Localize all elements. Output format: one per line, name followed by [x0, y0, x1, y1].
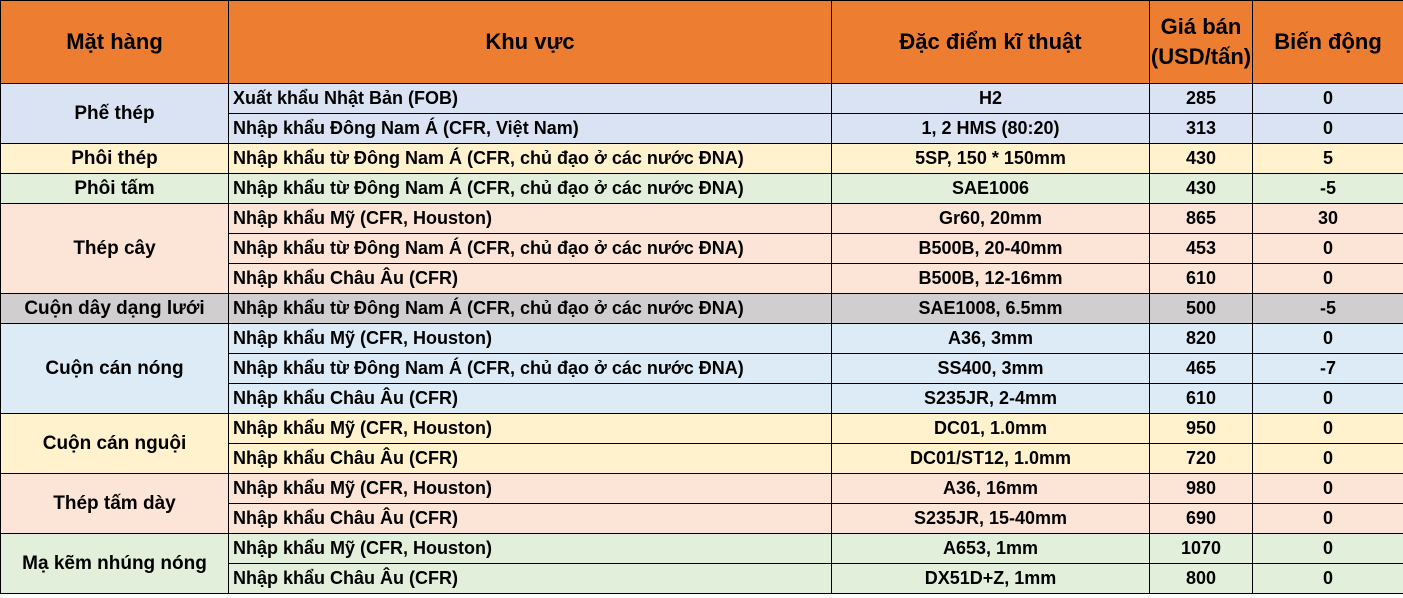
price-cell: 430 [1150, 144, 1253, 174]
spec-cell: A653, 1mm [832, 534, 1150, 564]
change-cell: 0 [1253, 564, 1403, 594]
price-cell: 500 [1150, 294, 1253, 324]
price-cell: 610 [1150, 264, 1253, 294]
table-row [1, 534, 1403, 564]
product-cell: Thép tấm dày [1, 474, 229, 534]
header-change: Biến động [1253, 1, 1403, 84]
spec-cell: DC01, 1.0mm [832, 414, 1150, 444]
header-row [1, 1, 1403, 84]
price-cell: 690 [1150, 504, 1253, 534]
spec-cell: S235JR, 15-40mm [832, 504, 1150, 534]
spec-cell: 5SP, 150 * 150mm [832, 144, 1150, 174]
price-cell: 800 [1150, 564, 1253, 594]
region-cell: Nhập khẩu Châu Âu (CFR) [229, 504, 832, 534]
table-row [1, 144, 1403, 174]
price-cell: 1070 [1150, 534, 1253, 564]
change-cell: -7 [1253, 354, 1403, 384]
price-cell: 720 [1150, 444, 1253, 474]
spec-cell: A36, 3mm [832, 324, 1150, 354]
spec-cell: B500B, 20-40mm [832, 234, 1150, 264]
change-cell: -5 [1253, 174, 1403, 204]
table-row [1, 414, 1403, 444]
change-cell: 30 [1253, 204, 1403, 234]
header-region: Khu vực [229, 1, 832, 84]
price-cell: 820 [1150, 324, 1253, 354]
price-cell: 980 [1150, 474, 1253, 504]
spec-cell: DC01/ST12, 1.0mm [832, 444, 1150, 474]
price-cell: 865 [1150, 204, 1253, 234]
change-cell: 0 [1253, 324, 1403, 354]
change-cell: 0 [1253, 84, 1403, 114]
price-cell: 610 [1150, 384, 1253, 414]
price-cell: 950 [1150, 414, 1253, 444]
header-price-line2: (USD/tấn) [1150, 44, 1252, 69]
price-cell: 465 [1150, 354, 1253, 384]
change-cell: 0 [1253, 444, 1403, 474]
region-cell: Nhập khẩu Châu Âu (CFR) [229, 564, 832, 594]
region-cell: Nhập khẩu Châu Âu (CFR) [229, 384, 832, 414]
price-cell: 430 [1150, 174, 1253, 204]
header-price-line1: Giá bán [1160, 14, 1242, 39]
spec-cell: S235JR, 2-4mm [832, 384, 1150, 414]
region-cell: Nhập khẩu Châu Âu (CFR) [229, 444, 832, 474]
table-row [1, 204, 1403, 234]
product-cell: Phôi thép [1, 144, 229, 174]
region-cell: Nhập khẩu Đông Nam Á (CFR, Việt Nam) [229, 114, 832, 144]
change-cell: 0 [1253, 264, 1403, 294]
price-cell: 285 [1150, 84, 1253, 114]
region-cell: Nhập khẩu Mỹ (CFR, Houston) [229, 414, 832, 444]
spec-cell: SS400, 3mm [832, 354, 1150, 384]
spec-cell: H2 [832, 84, 1150, 114]
region-cell: Nhập khẩu Mỹ (CFR, Houston) [229, 324, 832, 354]
price-cell: 453 [1150, 234, 1253, 264]
spec-cell: A36, 16mm [832, 474, 1150, 504]
spec-cell: Gr60, 20mm [832, 204, 1150, 234]
product-cell: Cuộn dây dạng lưới [1, 294, 229, 324]
table-row [1, 174, 1403, 204]
change-cell: -5 [1253, 294, 1403, 324]
product-cell: Thép cây [1, 204, 229, 294]
region-cell: Nhập khẩu từ Đông Nam Á (CFR, chủ đạo ở các nước ĐNA) [229, 234, 832, 264]
change-cell: 0 [1253, 504, 1403, 534]
spec-cell: SAE1008, 6.5mm [832, 294, 1150, 324]
change-cell: 0 [1253, 534, 1403, 564]
header-spec: Đặc điểm kĩ thuật [832, 1, 1150, 84]
table-row [1, 474, 1403, 504]
region-cell: Nhập khẩu từ Đông Nam Á (CFR, chủ đạo ở các nước ĐNA) [229, 354, 832, 384]
product-cell: Phôi tấm [1, 174, 229, 204]
change-cell: 0 [1253, 474, 1403, 504]
region-cell: Nhập khẩu Mỹ (CFR, Houston) [229, 204, 832, 234]
change-cell: 5 [1253, 144, 1403, 174]
region-cell: Nhập khẩu Châu Âu (CFR) [229, 264, 832, 294]
region-cell: Nhập khẩu Mỹ (CFR, Houston) [229, 534, 832, 564]
product-cell: Phế thép [1, 84, 229, 144]
header-price [1150, 1, 1253, 84]
spec-cell: SAE1006 [832, 174, 1150, 204]
region-cell: Nhập khẩu từ Đông Nam Á (CFR, chủ đạo ở các nước ĐNA) [229, 294, 832, 324]
table-row [1, 84, 1403, 114]
region-cell: Nhập khẩu từ Đông Nam Á (CFR, chủ đạo ở các nước ĐNA) [229, 144, 832, 174]
spec-cell: DX51D+Z, 1mm [832, 564, 1150, 594]
price-cell: 313 [1150, 114, 1253, 144]
product-cell: Cuộn cán nóng [1, 324, 229, 414]
change-cell: 0 [1253, 234, 1403, 264]
header-product: Mặt hàng [1, 1, 229, 84]
change-cell: 0 [1253, 384, 1403, 414]
region-cell: Xuất khẩu Nhật Bản (FOB) [229, 84, 832, 114]
table-body [1, 84, 1403, 594]
region-cell: Nhập khẩu từ Đông Nam Á (CFR, chủ đạo ở các nước ĐNA) [229, 174, 832, 204]
region-cell: Nhập khẩu Mỹ (CFR, Houston) [229, 474, 832, 504]
change-cell: 0 [1253, 414, 1403, 444]
spec-cell: 1, 2 HMS (80:20) [832, 114, 1150, 144]
table-row [1, 294, 1403, 324]
spec-cell: B500B, 12-16mm [832, 264, 1150, 294]
change-cell: 0 [1253, 114, 1403, 144]
product-cell: Cuộn cán nguội [1, 414, 229, 474]
table-row [1, 324, 1403, 354]
product-cell: Mạ kẽm nhúng nóng [1, 534, 229, 594]
